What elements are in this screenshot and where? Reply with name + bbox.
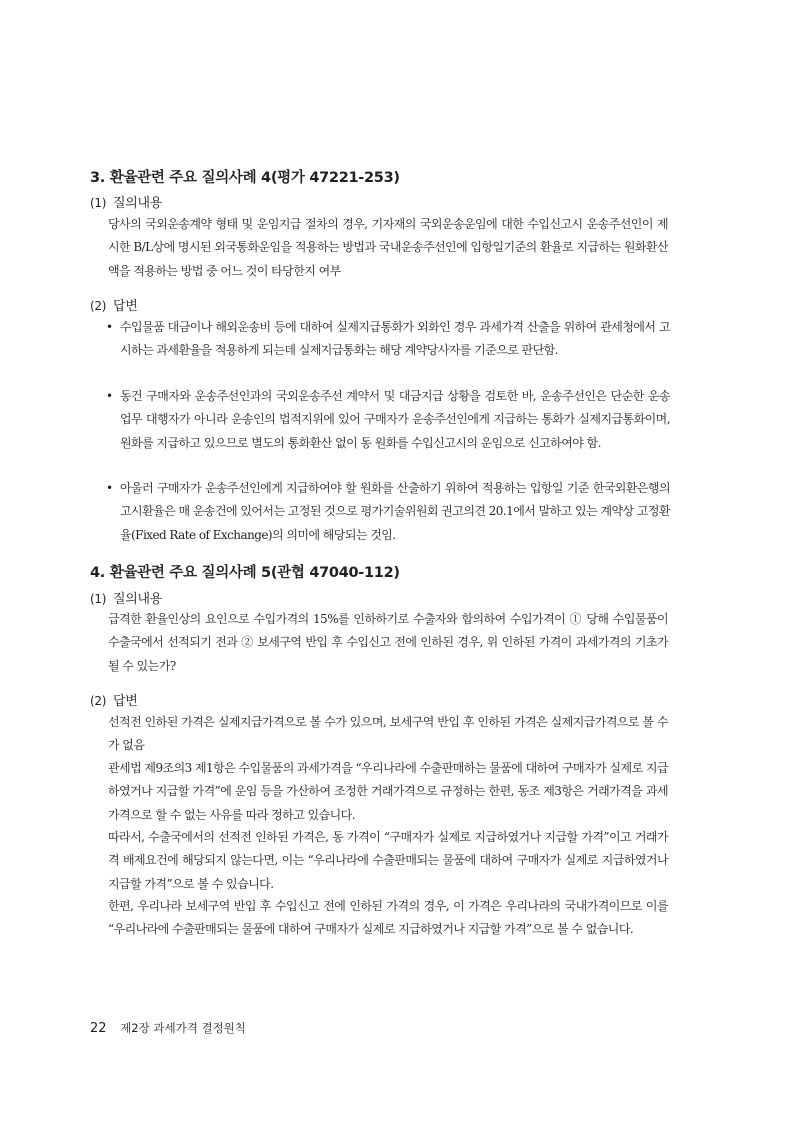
- bullet-text: 동건 구매자와 운송주선인과의 국외운송주선 계약서 및 대금지급 상황을 검토한 바, 운송주선인은 단순한 운송업무 대행자가 아니라 운송인의 법적지위에 있어 구매자가 운송주선인에게 지급하는 통화가 실제지급통화이며, 원화를 지급하고 있으므로 별도의 통화환산 없이 동 원화를 수입신고시의 운임으로 신고하여야 함.: [120, 389, 670, 450]
- section-3-answer-heading: [90, 295, 137, 314]
- answer-paragraph: 따라서, 수출국에서의 선적전 인하된 가격은, 동 가격이 “구매자가 실제로 지급하였거나 지급할 가격”이고 거래가격 배제요건에 해당되지 않는다면, 이는 “우리나라에 수출판매되는 물품에 대하여 구매자가 실제로 지급하였거나 지급할 가격”으로 볼 수 있습니다.: [108, 830, 668, 891]
- chapter-title: 제2장 과세가격 결정원칙: [120, 1021, 246, 1035]
- answer-paragraph: 선적전 인하된 가격은 실제지급가격으로 볼 수가 있으며, 보세구역 반입 후 인하된 가격은 실제지급가격으로 볼 수가 없음: [108, 715, 668, 753]
- page-footer: [90, 1020, 246, 1036]
- section-4-answer-heading: [90, 690, 137, 709]
- bullet-dot: •: [106, 389, 113, 403]
- answer-paragraph: 관세법 제9조의3 제1항은 수입물품의 과세가격을 “우리나라에 수출판매하는 물품에 대하여 구매자가 실제로 지급하였거나 지급할 가격”에 운임 등을 가산하여 조정한 거래가격으로 규정하는 한편, 동조 제3항은 거래가격을 과세가격으로 할 수 없는 사유를 따라 정하고 있습니다.: [108, 761, 668, 822]
- bullet-dot: •: [106, 481, 113, 495]
- question-label: 질의내용: [112, 592, 162, 607]
- bullet-item: [106, 316, 670, 363]
- section-4-title: 4. 환율관련 주요 질의사례 5(관협 47040-112): [90, 565, 400, 581]
- bullet-dot: •: [106, 320, 113, 334]
- answer-label: 답변: [112, 299, 138, 314]
- answer-paragraph: 한편, 우리나라 보세구역 반입 후 수입신고 전에 인하된 가격의 경우, 이 가격은 우리나라의 국내가격이므로 이를 “우리나라에 수출판매되는 물품에 대하여 구매자가 실제로 지급하였거나 지급할 가격”으로 볼 수 없습니다.: [108, 899, 668, 937]
- bullet-item: [106, 477, 670, 547]
- bullet-text: 수입물품 대금이나 해외운송비 등에 대하여 실제지급통화가 외화인 경우 과세가격 산출을 위하여 관세청에서 고시하는 과세환율을 적용하게 되는데 실제지급통화는 해당 계약당사자를 기준으로 판단함.: [120, 320, 670, 358]
- bullet-item: [106, 385, 670, 455]
- question-number: (1): [90, 592, 107, 606]
- answer-label: 답변: [112, 694, 138, 709]
- section-3-question-heading: [90, 192, 162, 211]
- page-number: 22: [90, 1021, 107, 1036]
- bullet-text: 아울러 구매자가 운송주선인에게 지급하여야 할 원화를 산출하기 위하여 적용하는 입항일 기준 한국외환은행의 고시환율은 매 운송건에 있어서는 고정된 것으로 평가기술위원회 권고의견 20.1에서 말하고 있는 계약상 고정환율(Fixed Rate of Exchange)의 의미에 해당되는 것임.: [120, 481, 670, 542]
- answer-number: (2): [90, 299, 107, 313]
- section-4-question-heading: [90, 588, 162, 607]
- question-number: (1): [90, 196, 107, 210]
- section-3-question-text: 당사의 국외운송계약 형태 및 운임지급 절차의 경우, 기자재의 국외운송운임에 대한 수입신고시 운송주선인이 제시한 B/L상에 명시된 외국통화운임을 적용하는 방법과 국내운송주선인에 입항일기준의 환율로 지급하는 원화환산액을 적용하는 방법 중 어느 것이 타당한지 여부: [108, 217, 668, 278]
- answer-number: (2): [90, 694, 107, 708]
- section-3-title: 3. 환율관련 주요 질의사례 4(평가 47221-253): [90, 170, 400, 186]
- section-4-question-text: 급격한 환율인상의 요인으로 수입가격의 15%를 인하하기로 수출자와 합의하여 수입가격이 ① 당해 수입물품이 수출국에서 선적되기 전과 ② 보세구역 반입 후 수입신고 전에 인하된 경우, 위 인하된 가격이 과세가격의 기초가 될 수 있는가?: [108, 612, 668, 673]
- question-label: 질의내용: [112, 196, 162, 211]
